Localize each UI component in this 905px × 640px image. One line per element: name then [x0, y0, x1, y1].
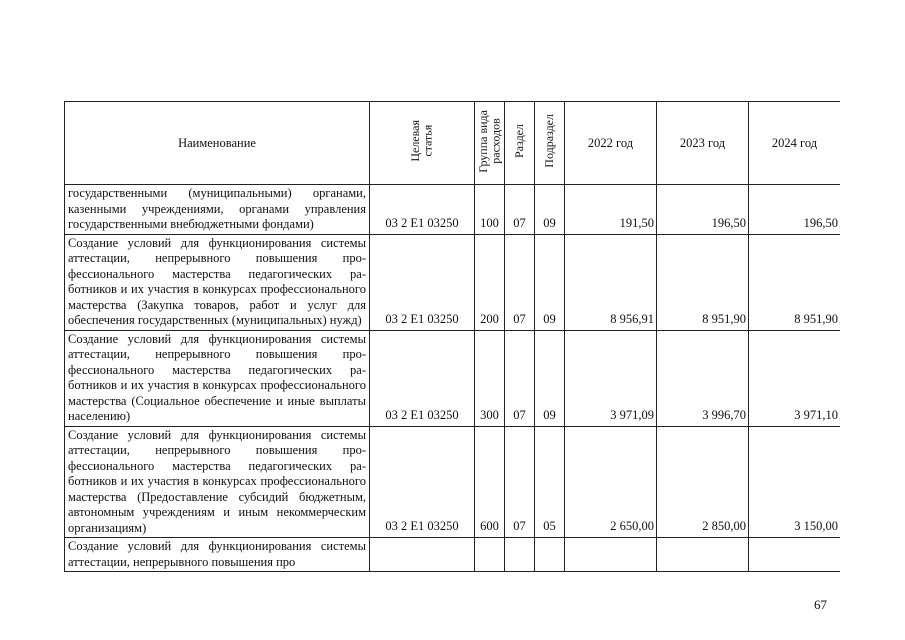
row-2023: 3 996,70	[657, 330, 749, 426]
row-section: 07	[505, 426, 535, 538]
table-viewport	[64, 101, 840, 585]
row-2024: 3 971,10	[749, 330, 841, 426]
row-name: Создание условий для функционирования системы аттестации, непрерывного повышения профессионального мастерства педагогических работников и их участия в конкурсах профессионального мастерства (Предоставление субсидий бюджетным, автономным учреждениям и иным некоммерческим организациям)	[65, 426, 370, 538]
header-target-article: Целевая статья	[370, 102, 475, 185]
row-name: Создание условий для функционирования системы аттестации, непрерывного повышения профессионального мастерства педагогических работников и их участия в конкурсах профессионального мастерства (Закупка товаров, работ и услуг для обеспечения государственных (муниципальных) нужд)	[65, 234, 370, 330]
row-2023: 2 850,00	[657, 426, 749, 538]
row-2022: 8 956,91	[565, 234, 657, 330]
row-2024: 8 951,90	[749, 234, 841, 330]
row-group: 200	[475, 234, 505, 330]
row-group	[475, 538, 505, 572]
row-section: 07	[505, 330, 535, 426]
table-row	[65, 330, 841, 426]
row-target	[370, 538, 475, 572]
row-group: 100	[475, 185, 505, 235]
table-row	[65, 426, 841, 538]
table-row	[65, 185, 841, 235]
table-row	[65, 234, 841, 330]
row-target: 03 2 Е1 03250	[370, 426, 475, 538]
row-subsection: 05	[535, 426, 565, 538]
row-2022: 3 971,09	[565, 330, 657, 426]
row-name: Создание условий для функционирования системы аттестации, непрерывного повышения про	[65, 538, 370, 572]
header-subsection: Подраздел	[535, 102, 565, 185]
row-section: 07	[505, 185, 535, 235]
row-2022: 2 650,00	[565, 426, 657, 538]
budget-table	[64, 101, 840, 572]
row-target: 03 2 Е1 03250	[370, 185, 475, 235]
row-2024: 196,50	[749, 185, 841, 235]
header-2024: 2024 год	[749, 102, 841, 185]
row-subsection	[535, 538, 565, 572]
row-subsection: 09	[535, 185, 565, 235]
row-subsection: 09	[535, 330, 565, 426]
row-target: 03 2 Е1 03250	[370, 330, 475, 426]
row-2023: 8 951,90	[657, 234, 749, 330]
header-name: Наименование	[65, 102, 370, 185]
row-2022: 191,50	[565, 185, 657, 235]
header-row	[65, 102, 841, 185]
row-name: государственными (муниципальными) органами, казенными учреждениями, органами управления государственными внебюджетными фондами)	[65, 185, 370, 235]
row-name: Создание условий для функционирования системы аттестации, непрерывного повышения профессионального мастерства педагогических работников и их участия в конкурсах профессионального мастерства (Социальное обеспечение и иные выплаты населению)	[65, 330, 370, 426]
header-expense-group: Группа вида расходов	[475, 102, 505, 185]
header-2023: 2023 год	[657, 102, 749, 185]
row-subsection: 09	[535, 234, 565, 330]
header-section: Раздел	[505, 102, 535, 185]
page-number: 67	[814, 597, 827, 612]
row-2024	[749, 538, 841, 572]
row-2022	[565, 538, 657, 572]
row-section: 07	[505, 234, 535, 330]
row-group: 600	[475, 426, 505, 538]
row-group: 300	[475, 330, 505, 426]
header-2022: 2022 год	[565, 102, 657, 185]
row-2023	[657, 538, 749, 572]
table-row-partial	[65, 538, 841, 572]
row-section	[505, 538, 535, 572]
row-2024: 3 150,00	[749, 426, 841, 538]
row-target: 03 2 Е1 03250	[370, 234, 475, 330]
row-2023: 196,50	[657, 185, 749, 235]
